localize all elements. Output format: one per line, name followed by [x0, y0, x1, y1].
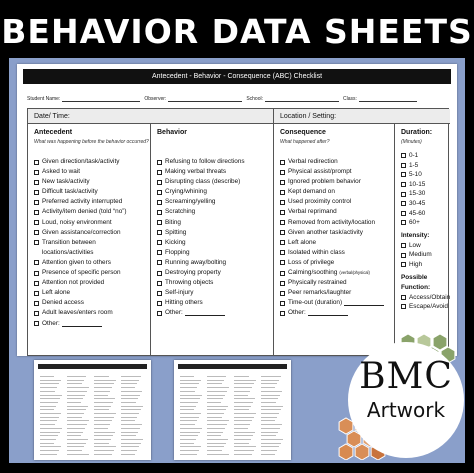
checklist-item[interactable]: [157, 218, 273, 228]
checklist-item[interactable]: [280, 268, 394, 278]
checklist-item[interactable]: [34, 308, 150, 318]
checklist-grid: [27, 108, 449, 356]
checklist-item[interactable]: [34, 258, 150, 268]
checkbox[interactable]: [157, 240, 162, 245]
checkbox[interactable]: [401, 182, 406, 187]
checkbox[interactable]: [280, 301, 285, 306]
hexagon-icon: [433, 334, 447, 350]
checkbox[interactable]: [280, 230, 285, 235]
checklist-item[interactable]: [34, 228, 150, 238]
checklist-item-label: Left alone: [42, 289, 71, 297]
checklist-item-label: Making verbal threats: [165, 168, 227, 176]
checklist-item[interactable]: [157, 298, 273, 308]
checkbox[interactable]: [157, 230, 162, 235]
checkbox[interactable]: [34, 190, 39, 195]
checklist-item[interactable]: [280, 218, 394, 228]
behavior-head: Behavior: [157, 129, 187, 136]
checkbox[interactable]: [34, 180, 39, 185]
checklist-item-label: Access/Obtain: [409, 293, 451, 301]
checklist-item-label: Peer remarks/laughter: [288, 289, 352, 297]
checkbox[interactable]: [157, 180, 162, 185]
hexagon-icon: [339, 444, 353, 460]
checklist-item[interactable]: [280, 238, 394, 248]
checklist-item[interactable]: [34, 238, 150, 248]
checkbox[interactable]: [34, 260, 39, 265]
logo-text-bmc: BMC: [359, 356, 453, 397]
checkbox[interactable]: [280, 240, 285, 245]
checklist-item-label: 60+: [409, 219, 420, 227]
checkbox[interactable]: [34, 291, 39, 296]
checkbox[interactable]: [280, 281, 285, 286]
checklist-item-label: Attention not provided: [42, 279, 105, 287]
checklist-item[interactable]: [401, 302, 450, 312]
thumbnail-sheet-2: [174, 360, 291, 460]
blank-line[interactable]: [344, 300, 384, 306]
info-row: [27, 92, 447, 102]
checklist-item[interactable]: [157, 288, 273, 298]
checklist-item-label: Time-out (duration): [288, 299, 343, 307]
consequence-list: [280, 157, 394, 319]
checklist-item[interactable]: [34, 177, 150, 187]
checklist-item-label: Difficult task/activity: [42, 188, 98, 196]
student-label: Student Name:: [27, 96, 61, 102]
checklist-item-label: Other:: [165, 309, 183, 317]
checkbox[interactable]: [401, 295, 406, 300]
checklist-item-label: Flopping: [165, 248, 190, 256]
checklist-item[interactable]: [157, 258, 273, 268]
checkbox[interactable]: [280, 291, 285, 296]
function-list: [401, 293, 450, 312]
checklist-item[interactable]: [34, 298, 150, 308]
checklist-item[interactable]: [401, 180, 450, 190]
duration-list: [401, 151, 450, 228]
calming-note: (verbal/physical): [339, 270, 370, 276]
duration-sub: (Minutes): [401, 139, 422, 145]
checklist-item-label: Self-injury: [165, 289, 194, 297]
checklist-item[interactable]: [401, 189, 450, 199]
blank-line[interactable]: [185, 310, 225, 316]
checklist-item[interactable]: [280, 278, 394, 288]
class-label: Class:: [343, 96, 357, 102]
checkbox[interactable]: [34, 301, 39, 306]
checklist-item[interactable]: [401, 218, 450, 228]
checklist-item[interactable]: [157, 177, 273, 187]
class-field[interactable]: [343, 92, 417, 102]
checklist-item-label: Scratching: [165, 208, 196, 216]
behavior-column: [151, 124, 274, 356]
checkbox[interactable]: [280, 210, 285, 215]
checklist-item-label: Left alone: [288, 238, 317, 246]
checklist-item[interactable]: [401, 151, 450, 161]
checkbox[interactable]: [157, 190, 162, 195]
checkbox[interactable]: [34, 200, 39, 205]
checkbox[interactable]: [401, 172, 406, 177]
checklist-item-label: High: [409, 260, 423, 268]
checklist-item[interactable]: [157, 207, 273, 217]
checklist-item[interactable]: [34, 197, 150, 207]
checklist-item[interactable]: [280, 308, 394, 318]
checkbox[interactable]: [401, 253, 406, 258]
checklist-item-label: Loud, noisy environment: [42, 218, 112, 226]
checklist-item-label: Verbal reprimand: [288, 208, 337, 216]
checklist-item[interactable]: [280, 187, 394, 197]
checklist-item[interactable]: [401, 199, 450, 209]
checklist-item-label: Physically restrained: [288, 279, 347, 287]
checkbox[interactable]: [34, 271, 39, 276]
checklist-item[interactable]: [34, 167, 150, 177]
checkbox[interactable]: [157, 210, 162, 215]
checkbox[interactable]: [157, 220, 162, 225]
checklist-item[interactable]: [34, 248, 150, 258]
checkbox[interactable]: [401, 163, 406, 168]
checkbox[interactable]: [157, 170, 162, 175]
duration-head: Duration:: [401, 129, 433, 136]
checklist-item[interactable]: [34, 268, 150, 278]
checklist-item-label: Kept demand on: [288, 188, 335, 196]
checklist-item-label: 15-30: [409, 190, 426, 198]
checkbox[interactable]: [401, 153, 406, 158]
checkbox[interactable]: [34, 230, 39, 235]
checkbox[interactable]: [280, 190, 285, 195]
checklist-item-label: Hitting others: [165, 299, 203, 307]
checklist-item[interactable]: [157, 238, 273, 248]
checklist-item-label: Escape/Avoid: [409, 303, 448, 311]
thumbnail-sheet-1: [34, 360, 151, 460]
behavior-sub: [157, 137, 273, 157]
checklist-item[interactable]: [34, 319, 150, 329]
checklist-item[interactable]: [34, 278, 150, 288]
checklist-item-label: Asked to wait: [42, 168, 81, 176]
checklist-item[interactable]: [401, 250, 450, 260]
checklist-item[interactable]: [280, 177, 394, 187]
checklist-item-label: Calming/soothing: [288, 269, 338, 277]
checklist-item-label: Destroying property: [165, 269, 221, 277]
checkbox[interactable]: [157, 160, 162, 165]
antecedent-head: Antecedent: [34, 129, 73, 136]
checklist-item[interactable]: [157, 308, 273, 318]
checklist-item-label: Screaming/yelling: [165, 198, 216, 206]
checklist-item[interactable]: [280, 228, 394, 238]
checklist-item-label: Given another task/activity: [288, 228, 363, 236]
checkbox[interactable]: [157, 250, 162, 255]
checklist-item[interactable]: [157, 278, 273, 288]
checklist-item-label: Given direction/task/activity: [42, 158, 120, 165]
checklist-item[interactable]: [34, 157, 150, 167]
antecedent-list: [34, 157, 150, 329]
checklist-item[interactable]: [280, 157, 394, 167]
checklist-item-label: Other:: [42, 319, 60, 327]
checklist-item-label: locations/activities: [42, 248, 94, 256]
checkbox[interactable]: [280, 200, 285, 205]
checklist-item[interactable]: [157, 248, 273, 258]
checklist-item-label: Preferred activity interrupted: [42, 198, 123, 206]
checkbox[interactable]: [157, 281, 162, 286]
checkbox[interactable]: [401, 262, 406, 267]
blank-line[interactable]: [308, 310, 348, 316]
checklist-item-label: Spitting: [165, 228, 187, 236]
checklist-item[interactable]: [280, 207, 394, 217]
checklist-item[interactable]: [401, 260, 450, 270]
logo-text-artwork: Artwork: [366, 398, 446, 422]
checklist-item-label: 5-10: [409, 171, 422, 179]
checkbox[interactable]: [157, 291, 162, 296]
checklist-item-label: 1-5: [409, 161, 419, 169]
checklist-item[interactable]: [34, 207, 150, 217]
checkbox[interactable]: [401, 243, 406, 248]
checklist-item-label: Physical assist/prompt: [288, 168, 352, 176]
observer-field[interactable]: [144, 92, 242, 102]
checklist-item-label: 10-15: [409, 180, 426, 188]
checkbox[interactable]: [280, 260, 285, 265]
checkbox[interactable]: [401, 201, 406, 206]
checklist-item[interactable]: [34, 288, 150, 298]
checklist-item[interactable]: [401, 170, 450, 180]
checklist-item-label: Kicking: [165, 238, 186, 246]
bmc-artwork-logo: [330, 320, 470, 460]
checkbox[interactable]: [34, 281, 39, 286]
checkbox[interactable]: [34, 311, 39, 316]
checklist-item-label: Denied access: [42, 299, 84, 307]
date-time-label: Date/ Time:: [28, 109, 274, 124]
checklist-item[interactable]: [157, 197, 273, 207]
checkbox[interactable]: [157, 271, 162, 276]
checkbox[interactable]: [34, 321, 39, 326]
checklist-item[interactable]: [280, 248, 394, 258]
school-label: School:: [246, 96, 263, 102]
checklist-item-label: Low: [409, 241, 421, 249]
school-field[interactable]: [246, 92, 339, 102]
checklist-item[interactable]: [280, 298, 394, 308]
checklist-item-label: Transition between: [42, 238, 96, 246]
checklist-item[interactable]: [34, 187, 150, 197]
checklist-item-label: Loss of privilege: [288, 258, 335, 266]
checklist-item[interactable]: [401, 209, 450, 219]
checklist-item[interactable]: [157, 268, 273, 278]
blank-line[interactable]: [62, 321, 102, 327]
checkbox[interactable]: [157, 200, 162, 205]
checklist-item[interactable]: [401, 161, 450, 171]
abc-checklist-sheet: [17, 64, 457, 356]
checkbox[interactable]: [34, 220, 39, 225]
checkbox[interactable]: [34, 170, 39, 175]
checklist-item-label: Throwing objects: [165, 279, 214, 287]
checkbox[interactable]: [157, 301, 162, 306]
hexagon-icon: [355, 444, 369, 460]
checklist-item[interactable]: [157, 157, 273, 167]
checkbox[interactable]: [401, 304, 406, 309]
checklist-item-label: Running away/bolting: [165, 258, 227, 266]
checkbox[interactable]: [157, 311, 162, 316]
checklist-item-label: Medium: [409, 251, 432, 259]
checklist-item-label: Isolated within class: [288, 248, 345, 256]
checkbox[interactable]: [34, 240, 39, 245]
checklist-item[interactable]: [280, 197, 394, 207]
checkbox[interactable]: [280, 220, 285, 225]
antecedent-sub: What was happening before the behavior occurred?: [34, 139, 149, 145]
checklist-item[interactable]: [401, 241, 450, 251]
behavior-list: [157, 157, 273, 319]
checklist-item-label: 30-45: [409, 199, 426, 207]
consequence-head: Consequence: [280, 129, 326, 136]
checkbox[interactable]: [401, 211, 406, 216]
observer-label: Observer:: [144, 96, 167, 102]
checklist-item[interactable]: [280, 258, 394, 268]
checklist-item-label: Adult leaves/enters room: [42, 309, 113, 317]
checkbox[interactable]: [280, 160, 285, 165]
checklist-item-label: 0-1: [409, 152, 419, 159]
checklist-item-label: New task/activity: [42, 178, 90, 186]
checklist-item-label: Attention given to others: [42, 258, 111, 266]
checklist-item[interactable]: [280, 167, 394, 177]
student-field[interactable]: [27, 92, 140, 102]
checklist-item-label: Given assistance/correction: [42, 228, 121, 236]
checklist-item-label: Other:: [288, 309, 306, 317]
checklist-item-label: Biting: [165, 218, 181, 226]
checkbox[interactable]: [401, 192, 406, 197]
checklist-item-label: Removed from activity/location: [288, 218, 376, 226]
checklist-item-label: Used proximity control: [288, 198, 352, 206]
checklist-item-label: 45-60: [409, 209, 426, 217]
location-label: Location / Setting:: [274, 109, 450, 124]
consequence-sub: What happened after?: [280, 139, 330, 145]
function-head: Possible Function:: [401, 273, 431, 291]
checkbox[interactable]: [401, 220, 406, 225]
checklist-item-label: Presence of specific person: [42, 269, 121, 277]
checklist-item-label: Activity/item denied (told “no”): [42, 208, 127, 216]
checklist-item-label: Refusing to follow directions: [165, 158, 245, 165]
checklist-item-label: Crying/whining: [165, 188, 207, 196]
checkbox[interactable]: [34, 160, 39, 165]
intensity-list: [401, 241, 450, 270]
checkbox[interactable]: [280, 170, 285, 175]
checklist-item[interactable]: [157, 167, 273, 177]
checkbox[interactable]: [34, 210, 39, 215]
checklist-item[interactable]: [157, 228, 273, 238]
checkbox[interactable]: [280, 271, 285, 276]
checklist-item[interactable]: [34, 218, 150, 228]
checklist-item-label: Ignored problem behavior: [288, 178, 361, 186]
banner-title: BEHAVIOR DATA SHEETS: [2, 2, 472, 60]
checkbox[interactable]: [157, 260, 162, 265]
antecedent-column: [28, 124, 151, 356]
checklist-item[interactable]: [401, 293, 450, 303]
sheet-title: Antecedent - Behavior - Consequence (ABC) Checklist: [23, 69, 451, 84]
checkbox[interactable]: [280, 311, 285, 316]
checkbox[interactable]: [280, 180, 285, 185]
intensity-head: Intensity:: [401, 231, 430, 239]
checklist-item-label: Verbal redirection: [288, 158, 338, 165]
checklist-item[interactable]: [157, 187, 273, 197]
checklist-item[interactable]: [280, 288, 394, 298]
checkbox[interactable]: [280, 250, 285, 255]
checklist-item-label: Disrupting class (describe): [165, 178, 241, 186]
